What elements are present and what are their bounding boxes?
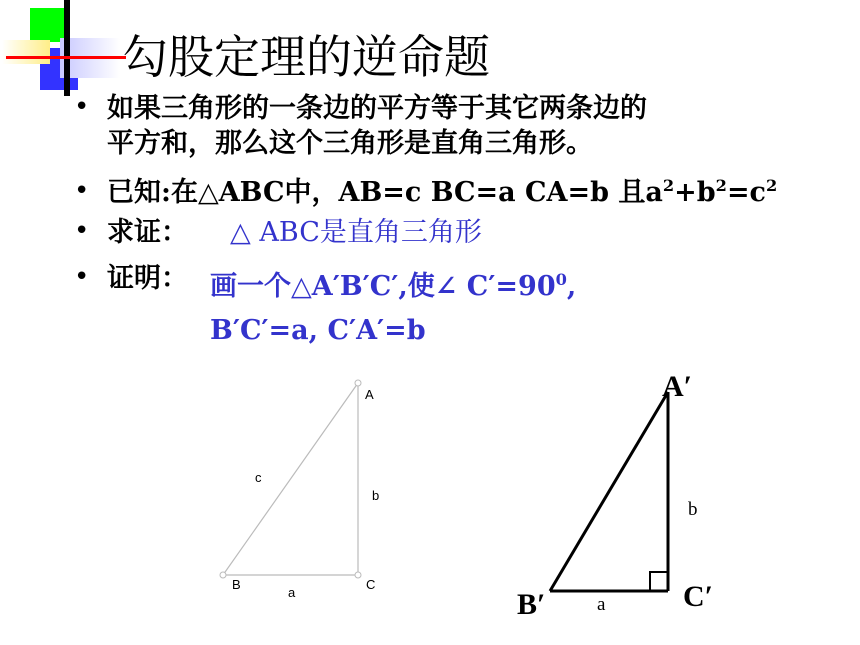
side-label-b: b (372, 488, 380, 503)
vertex-label-b: B (232, 577, 241, 592)
side-label-a-prime: a (597, 594, 606, 615)
proof-text: 画一个△A′B′C′,使∠ C′=90 (210, 271, 556, 302)
degree-exponent: 0 (555, 270, 567, 289)
vertex-label-b-prime: B′ (517, 588, 546, 621)
vertex-label-a: A (365, 387, 374, 402)
vertex-label-c: C (366, 577, 376, 592)
statement-line-2: 平方和，那么这个三角形是直角三角形。 (107, 128, 593, 159)
bullet-dot: • (74, 92, 90, 122)
page-title: 勾股定理的逆命题 (122, 30, 490, 84)
exponent: 2 (662, 176, 675, 195)
proof-line-2: B′C′=a, C′A′=b (210, 315, 426, 346)
left-triangle (220, 380, 361, 578)
bullet-dot: • (74, 216, 90, 246)
side-label-b-prime: b (688, 499, 698, 520)
side-label-a: a (288, 585, 296, 600)
vertex-label-c-prime: C′ (683, 580, 714, 613)
prove-label: 求证： (107, 217, 188, 248)
side-label-c: c (255, 470, 262, 485)
right-triangle (550, 392, 668, 591)
bullet-dot: • (74, 176, 90, 206)
proof-label: 证明： (107, 263, 188, 294)
exponent: 2 (715, 176, 727, 195)
given-eq: =c (726, 177, 767, 208)
proof-comma: , (566, 271, 577, 302)
exponent: 2 (766, 176, 778, 195)
statement-line-1: 如果三角形的一条边的平方等于其它两条边的 (107, 93, 647, 124)
vertex-label-a-prime: A′ (662, 370, 693, 403)
given-text: 已知:在△ABC中，AB=c BC=a CA=b 且a (107, 177, 663, 208)
bullet-dot: • (74, 262, 90, 292)
given-plus: +b (674, 177, 716, 208)
prove-text: △ ABC是直角三角形 (230, 217, 482, 248)
